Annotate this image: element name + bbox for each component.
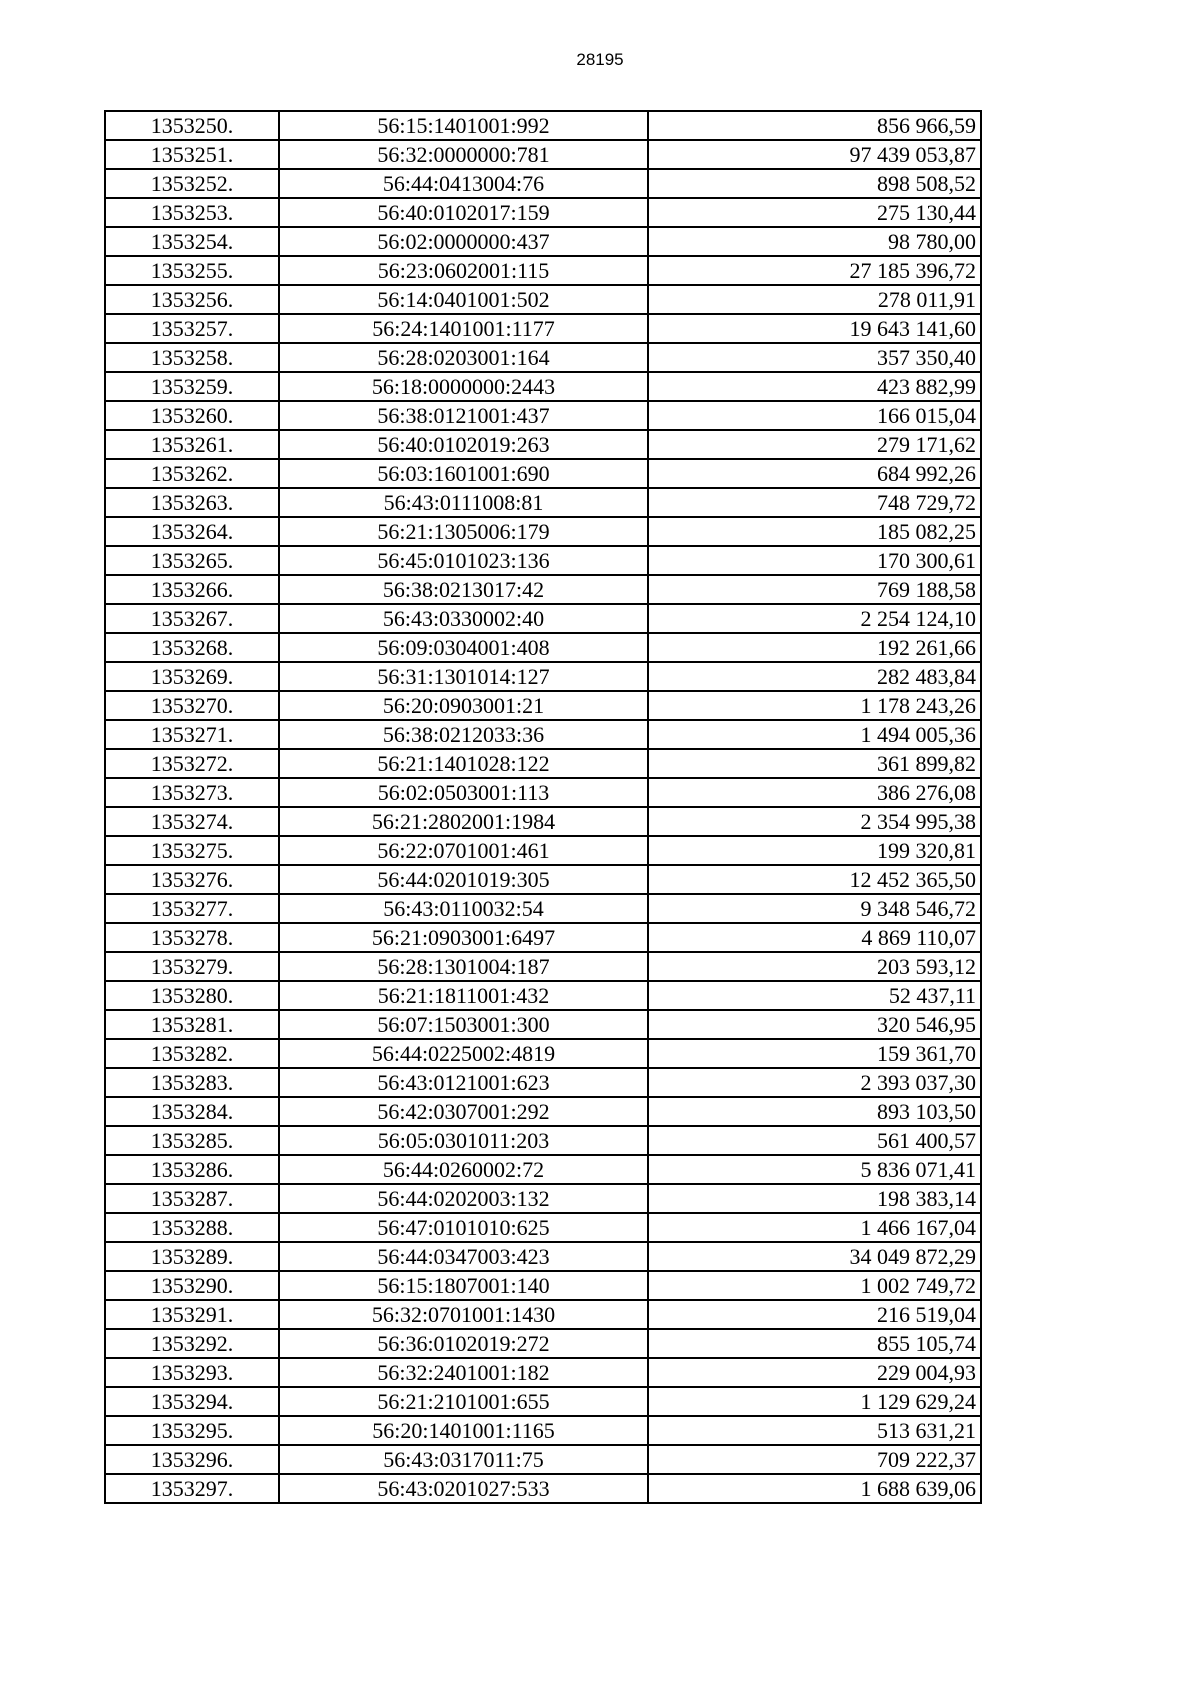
cadastral-number: 56:40:0102017:159 xyxy=(279,198,648,227)
table-row xyxy=(105,894,981,923)
cadastral-value: 1 466 167,04 xyxy=(648,1213,981,1242)
cadastral-number: 56:07:1503001:300 xyxy=(279,1010,648,1039)
cadastral-number: 56:43:0111008:81 xyxy=(279,488,648,517)
cadastral-number: 56:20:0903001:21 xyxy=(279,691,648,720)
cadastral-number: 56:22:0701001:461 xyxy=(279,836,648,865)
table-row xyxy=(105,633,981,662)
cadastral-number: 56:32:0000000:781 xyxy=(279,140,648,169)
cadastral-number: 56:32:2401001:182 xyxy=(279,1358,648,1387)
row-number: 1353272. xyxy=(105,749,279,778)
row-number: 1353290. xyxy=(105,1271,279,1300)
row-number: 1353252. xyxy=(105,169,279,198)
cadastral-number: 56:32:0701001:1430 xyxy=(279,1300,648,1329)
cadastral-value: 9 348 546,72 xyxy=(648,894,981,923)
cadastral-value: 98 780,00 xyxy=(648,227,981,256)
cadastral-number: 56:42:0307001:292 xyxy=(279,1097,648,1126)
table-row xyxy=(105,575,981,604)
table-row xyxy=(105,401,981,430)
row-number: 1353273. xyxy=(105,778,279,807)
cadastral-number: 56:44:0347003:423 xyxy=(279,1242,648,1271)
table-row xyxy=(105,1358,981,1387)
row-number: 1353261. xyxy=(105,430,279,459)
row-number: 1353275. xyxy=(105,836,279,865)
table-row xyxy=(105,227,981,256)
cadastral-value: 423 882,99 xyxy=(648,372,981,401)
cadastral-value: 97 439 053,87 xyxy=(648,140,981,169)
row-number: 1353293. xyxy=(105,1358,279,1387)
row-number: 1353260. xyxy=(105,401,279,430)
cadastral-number: 56:47:0101010:625 xyxy=(279,1213,648,1242)
cadastral-number: 56:02:0000000:437 xyxy=(279,227,648,256)
table-row xyxy=(105,604,981,633)
table-row xyxy=(105,198,981,227)
cadastral-value: 856 966,59 xyxy=(648,111,981,140)
cadastral-number: 56:21:0903001:6497 xyxy=(279,923,648,952)
cadastral-value: 709 222,37 xyxy=(648,1445,981,1474)
table-row xyxy=(105,343,981,372)
table-row xyxy=(105,372,981,401)
cadastral-value: 320 546,95 xyxy=(648,1010,981,1039)
cadastral-number: 56:28:0203001:164 xyxy=(279,343,648,372)
cadastral-number: 56:40:0102019:263 xyxy=(279,430,648,459)
cadastral-value: 52 437,11 xyxy=(648,981,981,1010)
cadastral-number: 56:43:0110032:54 xyxy=(279,894,648,923)
cadastral-value: 229 004,93 xyxy=(648,1358,981,1387)
row-number: 1353266. xyxy=(105,575,279,604)
row-number: 1353277. xyxy=(105,894,279,923)
table-row xyxy=(105,1097,981,1126)
row-number: 1353285. xyxy=(105,1126,279,1155)
table-row xyxy=(105,836,981,865)
row-number: 1353280. xyxy=(105,981,279,1010)
cadastral-number: 56:20:1401001:1165 xyxy=(279,1416,648,1445)
cadastral-value: 684 992,26 xyxy=(648,459,981,488)
table-row xyxy=(105,111,981,140)
table-row xyxy=(105,720,981,749)
registry-table xyxy=(104,110,982,1504)
cadastral-value: 275 130,44 xyxy=(648,198,981,227)
table-row xyxy=(105,865,981,894)
cadastral-number: 56:44:0225002:4819 xyxy=(279,1039,648,1068)
cadastral-number: 56:36:0102019:272 xyxy=(279,1329,648,1358)
cadastral-value: 278 011,91 xyxy=(648,285,981,314)
row-number: 1353281. xyxy=(105,1010,279,1039)
row-number: 1353270. xyxy=(105,691,279,720)
cadastral-value: 5 836 071,41 xyxy=(648,1155,981,1184)
cadastral-number: 56:18:0000000:2443 xyxy=(279,372,648,401)
cadastral-number: 56:02:0503001:113 xyxy=(279,778,648,807)
cadastral-number: 56:15:1401001:992 xyxy=(279,111,648,140)
cadastral-value: 898 508,52 xyxy=(648,169,981,198)
cadastral-value: 1 494 005,36 xyxy=(648,720,981,749)
row-number: 1353274. xyxy=(105,807,279,836)
cadastral-number: 56:43:0201027:533 xyxy=(279,1474,648,1503)
cadastral-number: 56:09:0304001:408 xyxy=(279,633,648,662)
row-number: 1353284. xyxy=(105,1097,279,1126)
row-number: 1353256. xyxy=(105,285,279,314)
table-row xyxy=(105,778,981,807)
table-row xyxy=(105,1184,981,1213)
table-row xyxy=(105,1039,981,1068)
cadastral-number: 56:03:1601001:690 xyxy=(279,459,648,488)
cadastral-value: 769 188,58 xyxy=(648,575,981,604)
cadastral-number: 56:38:0213017:42 xyxy=(279,575,648,604)
cadastral-value: 170 300,61 xyxy=(648,546,981,575)
row-number: 1353258. xyxy=(105,343,279,372)
cadastral-number: 56:24:1401001:1177 xyxy=(279,314,648,343)
cadastral-value: 166 015,04 xyxy=(648,401,981,430)
row-number: 1353282. xyxy=(105,1039,279,1068)
table-row xyxy=(105,256,981,285)
cadastral-value: 216 519,04 xyxy=(648,1300,981,1329)
cadastral-value: 4 869 110,07 xyxy=(648,923,981,952)
cadastral-number: 56:43:0317011:75 xyxy=(279,1445,648,1474)
cadastral-value: 357 350,40 xyxy=(648,343,981,372)
cadastral-number: 56:21:2101001:655 xyxy=(279,1387,648,1416)
row-number: 1353255. xyxy=(105,256,279,285)
cadastral-value: 159 361,70 xyxy=(648,1039,981,1068)
cadastral-number: 56:21:1401028:122 xyxy=(279,749,648,778)
cadastral-number: 56:28:1301004:187 xyxy=(279,952,648,981)
row-number: 1353259. xyxy=(105,372,279,401)
cadastral-value: 198 383,14 xyxy=(648,1184,981,1213)
cadastral-number: 56:14:0401001:502 xyxy=(279,285,648,314)
row-number: 1353263. xyxy=(105,488,279,517)
row-number: 1353253. xyxy=(105,198,279,227)
cadastral-value: 199 320,81 xyxy=(648,836,981,865)
cadastral-value: 192 261,66 xyxy=(648,633,981,662)
cadastral-value: 1 002 749,72 xyxy=(648,1271,981,1300)
row-number: 1353250. xyxy=(105,111,279,140)
cadastral-value: 748 729,72 xyxy=(648,488,981,517)
table-row xyxy=(105,1271,981,1300)
row-number: 1353297. xyxy=(105,1474,279,1503)
table-row xyxy=(105,517,981,546)
cadastral-value: 2 354 995,38 xyxy=(648,807,981,836)
row-number: 1353254. xyxy=(105,227,279,256)
table-row xyxy=(105,488,981,517)
cadastral-number: 56:44:0260002:72 xyxy=(279,1155,648,1184)
cadastral-value: 12 452 365,50 xyxy=(648,865,981,894)
row-number: 1353251. xyxy=(105,140,279,169)
table-row xyxy=(105,981,981,1010)
table-row xyxy=(105,1387,981,1416)
cadastral-number: 56:15:1807001:140 xyxy=(279,1271,648,1300)
table-row xyxy=(105,546,981,575)
table-row xyxy=(105,314,981,343)
table-row xyxy=(105,430,981,459)
row-number: 1353287. xyxy=(105,1184,279,1213)
row-number: 1353264. xyxy=(105,517,279,546)
cadastral-value: 19 643 141,60 xyxy=(648,314,981,343)
cadastral-value: 282 483,84 xyxy=(648,662,981,691)
row-number: 1353279. xyxy=(105,952,279,981)
table-row xyxy=(105,1445,981,1474)
row-number: 1353269. xyxy=(105,662,279,691)
table-row xyxy=(105,749,981,778)
cadastral-value: 34 049 872,29 xyxy=(648,1242,981,1271)
table-row xyxy=(105,140,981,169)
table-row xyxy=(105,459,981,488)
cadastral-value: 1 688 639,06 xyxy=(648,1474,981,1503)
table-row xyxy=(105,1300,981,1329)
registry-table-body xyxy=(105,111,981,1503)
row-number: 1353265. xyxy=(105,546,279,575)
row-number: 1353288. xyxy=(105,1213,279,1242)
table-row xyxy=(105,662,981,691)
table-row xyxy=(105,169,981,198)
table-row xyxy=(105,952,981,981)
cadastral-value: 1 129 629,24 xyxy=(648,1387,981,1416)
table-row xyxy=(105,691,981,720)
table-row xyxy=(105,1329,981,1358)
table-row xyxy=(105,1068,981,1097)
table-row xyxy=(105,1010,981,1039)
row-number: 1353289. xyxy=(105,1242,279,1271)
row-number: 1353294. xyxy=(105,1387,279,1416)
row-number: 1353271. xyxy=(105,720,279,749)
cadastral-value: 279 171,62 xyxy=(648,430,981,459)
table-row xyxy=(105,1242,981,1271)
cadastral-number: 56:23:0602001:115 xyxy=(279,256,648,285)
row-number: 1353296. xyxy=(105,1445,279,1474)
cadastral-value: 855 105,74 xyxy=(648,1329,981,1358)
cadastral-number: 56:38:0121001:437 xyxy=(279,401,648,430)
row-number: 1353295. xyxy=(105,1416,279,1445)
row-number: 1353291. xyxy=(105,1300,279,1329)
cadastral-number: 56:21:2802001:1984 xyxy=(279,807,648,836)
cadastral-value: 893 103,50 xyxy=(648,1097,981,1126)
row-number: 1353292. xyxy=(105,1329,279,1358)
table-row xyxy=(105,1416,981,1445)
cadastral-number: 56:43:0121001:623 xyxy=(279,1068,648,1097)
cadastral-number: 56:21:1811001:432 xyxy=(279,981,648,1010)
row-number: 1353268. xyxy=(105,633,279,662)
cadastral-value: 1 178 243,26 xyxy=(648,691,981,720)
row-number: 1353262. xyxy=(105,459,279,488)
table-row xyxy=(105,1126,981,1155)
cadastral-value: 27 185 396,72 xyxy=(648,256,981,285)
cadastral-number: 56:44:0202003:132 xyxy=(279,1184,648,1213)
page-number: 28195 xyxy=(576,50,624,69)
row-number: 1353257. xyxy=(105,314,279,343)
cadastral-number: 56:43:0330002:40 xyxy=(279,604,648,633)
table-row xyxy=(105,1213,981,1242)
cadastral-number: 56:05:0301011:203 xyxy=(279,1126,648,1155)
table-row xyxy=(105,285,981,314)
row-number: 1353278. xyxy=(105,923,279,952)
row-number: 1353286. xyxy=(105,1155,279,1184)
cadastral-number: 56:45:0101023:136 xyxy=(279,546,648,575)
table-row xyxy=(105,1474,981,1503)
table-row xyxy=(105,923,981,952)
cadastral-value: 513 631,21 xyxy=(648,1416,981,1445)
cadastral-value: 2 393 037,30 xyxy=(648,1068,981,1097)
cadastral-value: 2 254 124,10 xyxy=(648,604,981,633)
table-row xyxy=(105,1155,981,1184)
cadastral-value: 386 276,08 xyxy=(648,778,981,807)
row-number: 1353283. xyxy=(105,1068,279,1097)
cadastral-number: 56:44:0413004:76 xyxy=(279,169,648,198)
cadastral-number: 56:21:1305006:179 xyxy=(279,517,648,546)
cadastral-number: 56:31:1301014:127 xyxy=(279,662,648,691)
table-row xyxy=(105,807,981,836)
cadastral-value: 203 593,12 xyxy=(648,952,981,981)
row-number: 1353276. xyxy=(105,865,279,894)
cadastral-number: 56:38:0212033:36 xyxy=(279,720,648,749)
cadastral-value: 361 899,82 xyxy=(648,749,981,778)
cadastral-value: 185 082,25 xyxy=(648,517,981,546)
cadastral-value: 561 400,57 xyxy=(648,1126,981,1155)
row-number: 1353267. xyxy=(105,604,279,633)
cadastral-number: 56:44:0201019:305 xyxy=(279,865,648,894)
